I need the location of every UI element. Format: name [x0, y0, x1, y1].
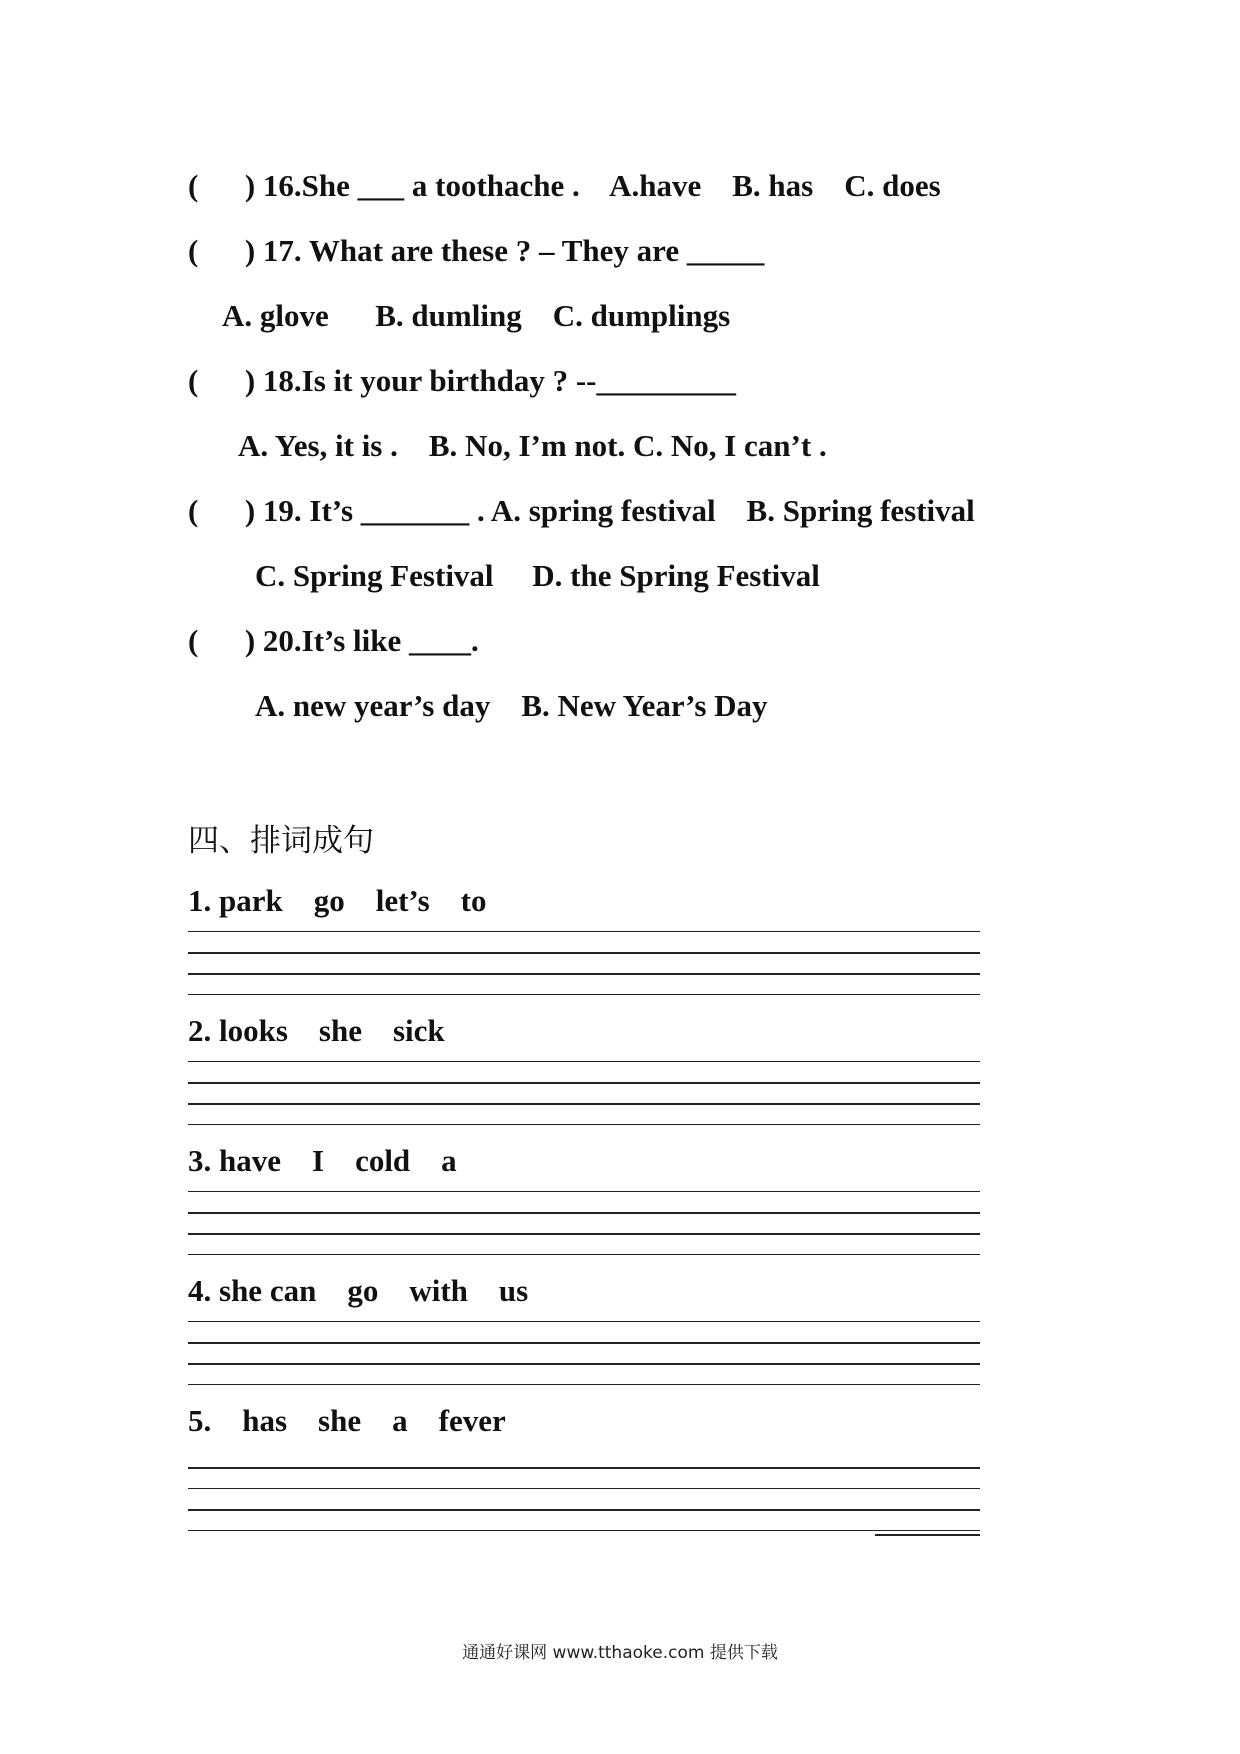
writing-line: [188, 994, 980, 995]
writing-line: [188, 1191, 980, 1192]
writing-line: [188, 1254, 980, 1255]
writing-line: [188, 1467, 980, 1469]
writing-line: [188, 1061, 980, 1062]
sentence-item-1: 1. park go let’s to: [188, 883, 487, 918]
writing-line: [188, 1342, 980, 1344]
writing-line: [188, 1082, 980, 1084]
question-20: ( ) 20.It’s like ____.: [188, 623, 479, 658]
question-20-options: A. new year’s day B. New Year’s Day: [255, 688, 768, 723]
question-16: ( ) 16.She ___ a toothache . A.have B. has C. does: [188, 168, 941, 203]
writing-line: [188, 1212, 980, 1214]
question-17-options: A. glove B. dumling C. dumplings: [222, 298, 731, 333]
writing-line: [188, 1488, 980, 1489]
writing-line: [188, 1363, 980, 1365]
sentence-item-3: 3. have I cold a: [188, 1143, 457, 1178]
writing-line: [188, 931, 980, 932]
writing-line: [188, 1124, 980, 1125]
writing-line: [188, 1530, 980, 1531]
question-18-options: A. Yes, it is . B. No, I’m not. C. No, I can’t .: [238, 428, 827, 463]
footer-text: 通通好课网 www.tthaoke.com 提供下载: [462, 1643, 778, 1663]
writing-line: [188, 1233, 980, 1235]
question-18: ( ) 18.Is it your birthday ? --_________: [188, 363, 736, 398]
writing-line: [188, 1509, 980, 1511]
writing-line: [188, 952, 980, 954]
sentence-item-4: 4. she can go with us: [188, 1273, 529, 1308]
writing-line: [188, 973, 980, 975]
question-19: ( ) 19. It’s _______ . A. spring festival B. Spring festival: [188, 493, 975, 528]
writing-line: [188, 1103, 980, 1105]
writing-line: [188, 1384, 980, 1385]
writing-line: [188, 1321, 980, 1322]
sentence-item-2: 2. looks she sick: [188, 1013, 445, 1048]
question-19-options: C. Spring Festival D. the Spring Festival: [255, 558, 820, 593]
writing-line-stub: [875, 1534, 980, 1536]
sentence-item-5: 5. has she a fever: [188, 1403, 506, 1438]
question-17: ( ) 17. What are these ? – They are _____: [188, 233, 765, 268]
section-title: 四、排词成句: [188, 823, 374, 859]
